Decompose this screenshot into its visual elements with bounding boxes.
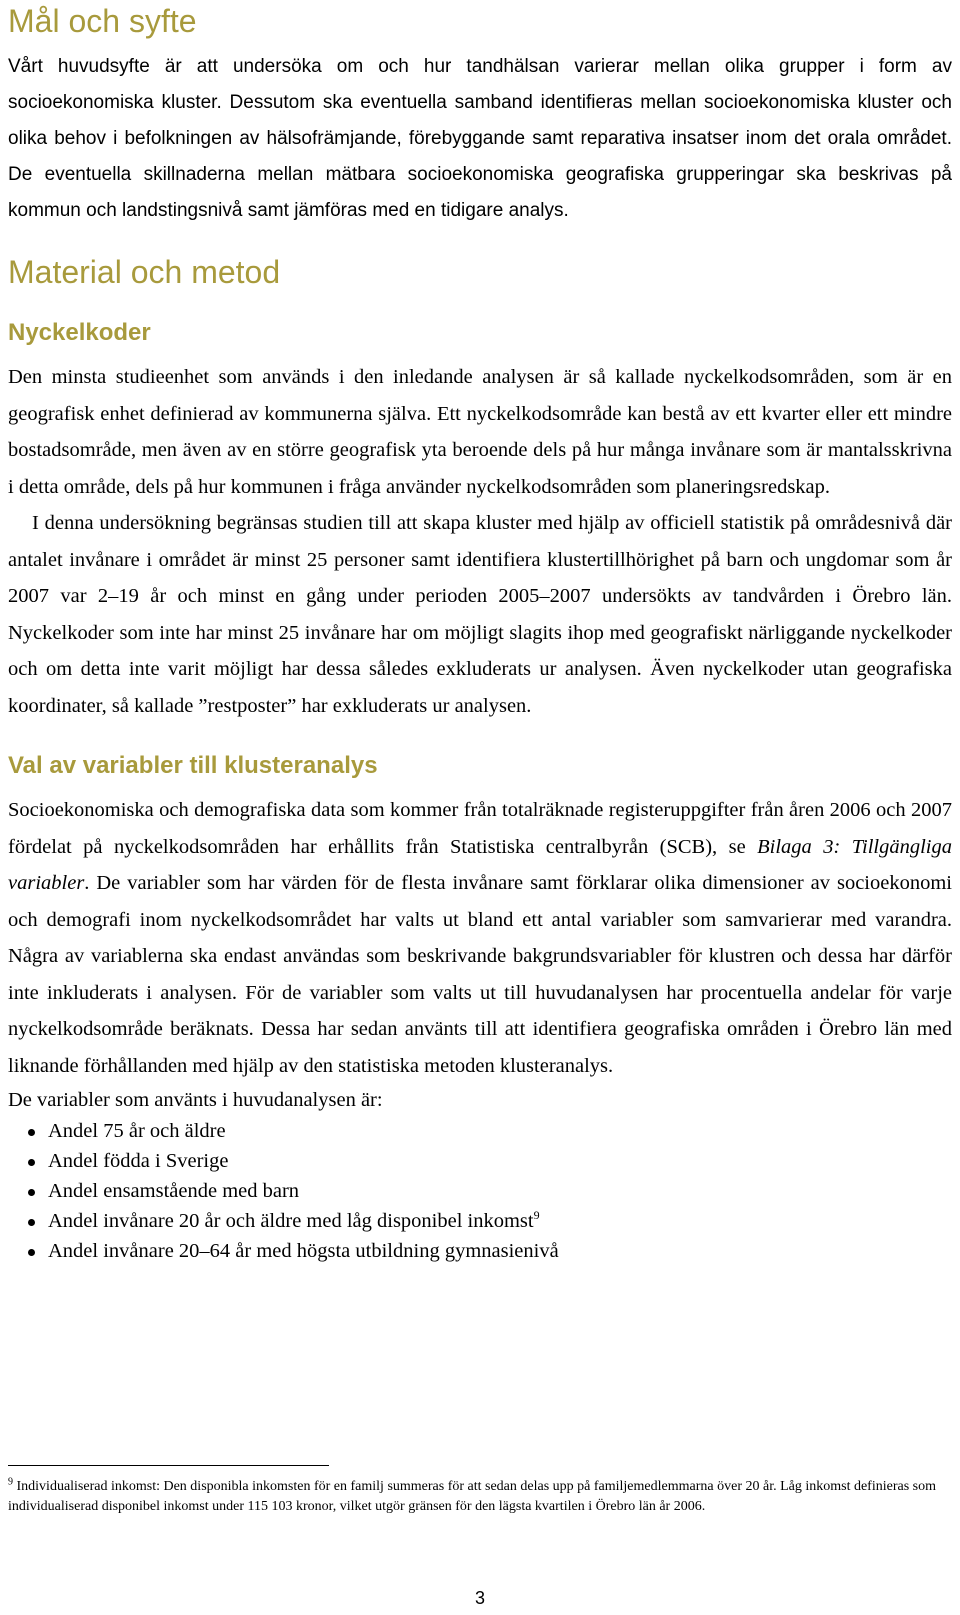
list-item <box>8 1116 952 1146</box>
footnote <box>8 1477 948 1517</box>
variable-list-intro: De variabler som använts i huvudanalysen är: <box>8 1089 383 1111</box>
section-heading-mal-och-syfte: Mål och syfte <box>8 3 197 39</box>
footnote-text: Individualiserad inkomst: Den disponibla inkomsten för en familj summeras för att sedan delas upp på familjemedlemmarna över 20 år. Låg inkomst definieras som individualiserad disponibel inkomst under 115 103 kronor, vilket utgör gränsen för den lägsta kvartilen i Örebro län år 2006. <box>8 1479 936 1514</box>
list-item-text: Andel födda i Sverige <box>48 1150 229 1172</box>
variable-list <box>8 1116 952 1266</box>
list-item-text: Andel invånare 20–64 år med högsta utbildning gymnasienivå <box>48 1240 559 1262</box>
subheading-nyckelkoder: Nyckelkoder <box>8 319 151 346</box>
list-item <box>8 1206 952 1236</box>
footnote-number: 9 <box>8 1476 13 1488</box>
list-item <box>8 1176 952 1206</box>
list-item-text: Andel invånare 20 år och äldre med låg disponibel inkomst <box>48 1210 534 1232</box>
document-page <box>8 0 952 1266</box>
variabler-paragraph <box>8 792 952 1084</box>
section-heading-material-och-metod: Material och metod <box>8 254 281 290</box>
footnote-reference[interactable]: 9 <box>533 1208 540 1223</box>
list-item-text: Andel 75 år och äldre <box>48 1120 226 1142</box>
variabler-text-end: . De variabler som har värden för de flesta invånare samt förklarar olika dimensioner av socioekonomi och demografi inom nyckelkodsområdet har valts ut bland ett antal variabler som samvarierar med varandra. Några av variablerna ska endast användas som beskrivande bakgrundsvariabler för klustren och dessa har därför inte inkluderats i analysen. För de variabler som valts ut till huvudanalysen har procentuella andelar för varje nyckelkodsområde beräknats. Dessa har sedan använts till att identifiera geografiska områden i Örebro län med liknande förhållanden med hjälp av den statistiska metoden klusteranalys. <box>8 872 952 1077</box>
purpose-paragraph: Vårt huvudsyfte är att undersöka om och hur tandhälsan varierar mellan olika grupper i form av socioekonomiska kluster. Dessutom ska eventuella samband identifieras mellan socioekonomiska kluster och olika behov i befolkningen av hälsofrämjande, förebyggande samt reparativa insatser inom det orala området. De eventuella skillnaderna mellan mätbara socioekonomiska geografiska grupperingar ska beskrivas på kommun och landstingsnivå samt jämföras med en tidigare analys. <box>8 56 952 221</box>
variabler-text-start: Socioekonomiska och demografiska data som kommer från totalräknade registeruppgifter från åren 2006 och 2007 fördelat på nyckelkodsområden har erhållits från Statistiska centralbyrån (SCB), se <box>8 799 952 858</box>
page-number: 3 <box>474 1588 485 1608</box>
nyckelkoder-paragraph-1: Den minsta studieenhet som används i den inledande analysen är så kallade nyckelkodsområden, som är en geografisk enhet definierad av kommunerna själva. Ett nyckelkodsområde kan bestå av ett kvarter eller ett mindre bostadsområde, men även av en större geografisk yta beroende dels på hur många invånare som är mantalsskrivna i detta område, dels på hur kommunen i fråga använder nyckelkodsområden som planeringsredskap. <box>8 366 952 498</box>
footnote-divider <box>8 1465 329 1466</box>
list-item <box>8 1236 952 1266</box>
nyckelkoder-paragraph-2: I denna undersökning begränsas studien till att skapa kluster med hjälp av officiell statistik på områdesnivå där antalet invånare i området är minst 25 personer samt identifiera klustertillhörighet på barn och ungdomar som år 2007 var 2–19 år och minst en gång under perioden 2005–2007 undersökts av tandvården i Örebro län. Nyckelkoder som inte har minst 25 invånare har om möjligt slagits ihop med geografiskt närliggande nyckelkoder och om detta inte varit möjligt har dessa således exkluderats ur analysen. Även nyckelkoder utan geografiska koordinater, så kallade ”restposter” har exkluderats ur analysen. <box>8 512 952 717</box>
subheading-val-av-variabler: Val av variabler till klusteranalys <box>8 752 378 779</box>
list-item <box>8 1146 952 1176</box>
list-item-text: Andel ensamstående med barn <box>48 1180 300 1202</box>
bilaga-reference: Bilaga 3: Tillgängliga variabler <box>8 835 952 894</box>
